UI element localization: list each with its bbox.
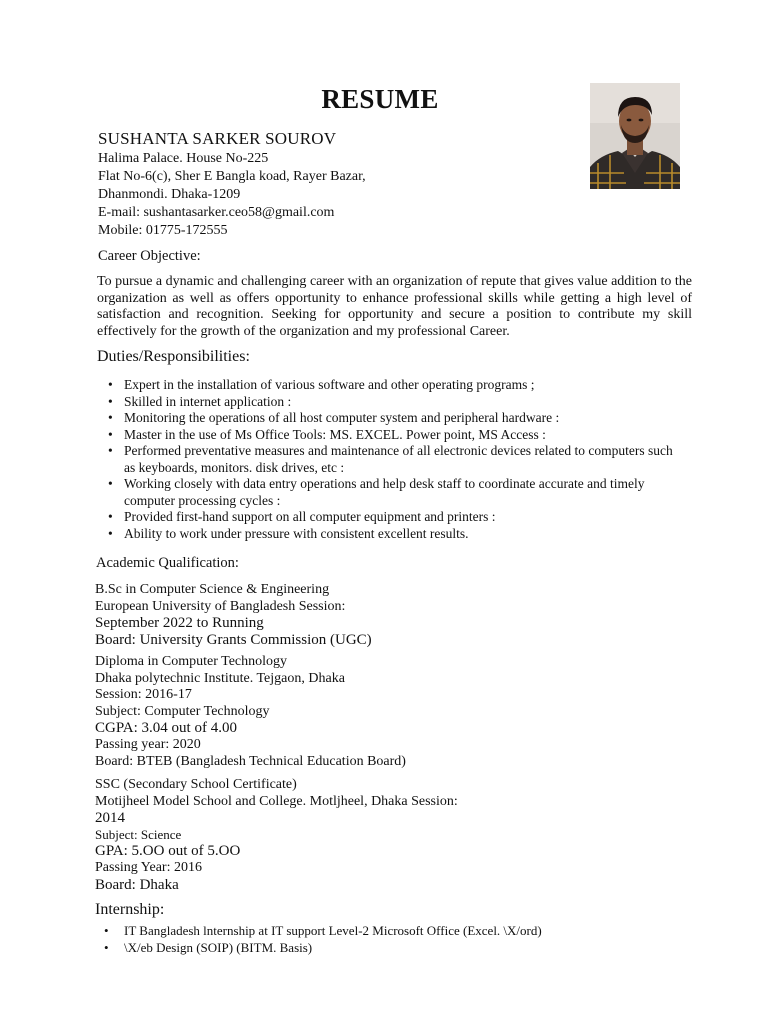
career-objective-text: To pursue a dynamic and challenging career with an organization of repute that gives value addition to the organization as well as offers opportunity to enhance professional skills while getting a high level of satisfaction and recognition. Seeking for opportunity and secure a position to contribute my skill effectively for the growth of the organization and my professional Career. <box>97 274 692 339</box>
diploma-institution: Dhaka polytechnic Institute. Tejgaon, Dhaka <box>95 670 345 686</box>
internship-heading: Internship: <box>95 901 165 918</box>
ssc-block <box>95 777 615 893</box>
academic-heading: Academic Qualification: <box>96 555 239 571</box>
list-item: • Performed preventative measures and maintenance of all electronic devices related to computers such as keyboards, monitors. disk drives, etc : <box>108 443 678 476</box>
portrait-icon <box>590 83 680 189</box>
address-line-1: Halima Palace. House No-225 <box>98 151 269 166</box>
ssc-gpa: GPA: 5.OO out of 5.OO <box>95 843 241 860</box>
email-text: E-mail: sushantasarker.ceo58@gmail.com <box>98 205 335 220</box>
bsc-institution: European University of Bangladesh Session: <box>95 598 346 614</box>
address-line-2: Flat No-6(c), Sher E Bangla koad, Rayer Bazar, <box>98 169 366 184</box>
list-item: • \X/eb Design (SOIP) (BITM. Basis) <box>104 939 664 956</box>
ssc-institution: Motijheel Model School and College. Motljheel, Dhaka Session: <box>95 793 458 809</box>
contact-block <box>98 128 578 240</box>
ssc-year: 2014 <box>95 810 125 827</box>
list-item: • Skilled in internet application : <box>108 394 678 411</box>
list-item: • Provided first-hand support on all computer equipment and printers : <box>108 509 678 526</box>
list-item: • Ability to work under pressure with consistent excellent results. <box>108 526 678 543</box>
ssc-board: Board: Dhaka <box>95 876 179 893</box>
bsc-board: Board: University Grants Commission (UGC) <box>95 631 372 648</box>
internship-list <box>104 922 664 956</box>
mobile-text: Mobile: 01775-172555 <box>98 223 228 238</box>
diploma-board: Board: BTEB (Bangladesh Technical Education Board) <box>95 753 406 769</box>
diploma-passing-year: Passing year: 2020 <box>95 736 201 752</box>
list-item: • Expert in the installation of various software and other operating programs ; <box>108 377 678 394</box>
profile-photo <box>590 83 680 189</box>
diploma-degree: Diploma in Computer Technology <box>95 654 288 669</box>
duties-heading: Duties/Responsibilities: <box>97 348 250 365</box>
applicant-name: SUSHANTA SARKER SOUROV <box>98 129 337 148</box>
list-item: • Working closely with data entry operations and help desk staff to coordinate accurate and timely computer processing cycles : <box>108 476 678 509</box>
diploma-session: Session: 2016-17 <box>95 687 192 703</box>
ssc-subject: Subject: Science <box>95 826 182 842</box>
bsc-block <box>95 582 615 648</box>
list-item: • Master in the use of Ms Office Tools: MS. EXCEL. Power point, MS Access : <box>108 427 678 444</box>
ssc-degree: SSC (Secondary School Certificate) <box>95 777 297 792</box>
diploma-cgpa: CGPA: 3.04 out of 4.00 <box>95 720 237 737</box>
duties-list <box>108 377 678 542</box>
career-objective-label: Career Objective: <box>98 248 201 264</box>
list-item: • IT Bangladesh lnternship at IT support Level-2 Microsoft Office (Excel. \X/ord) <box>104 922 664 939</box>
ssc-passing-year: Passing Year: 2016 <box>95 859 202 875</box>
diploma-block <box>95 654 615 770</box>
list-item: • Monitoring the operations of all host computer system and peripheral hardware : <box>108 410 678 427</box>
page-title: RESUME <box>321 84 439 114</box>
bsc-degree: B.Sc in Computer Science & Engineering <box>95 582 330 597</box>
bsc-session: September 2022 to Running <box>95 615 264 632</box>
address-line-3: Dhanmondi. Dhaka-1209 <box>98 187 241 202</box>
diploma-subject: Subject: Computer Technology <box>95 703 270 719</box>
